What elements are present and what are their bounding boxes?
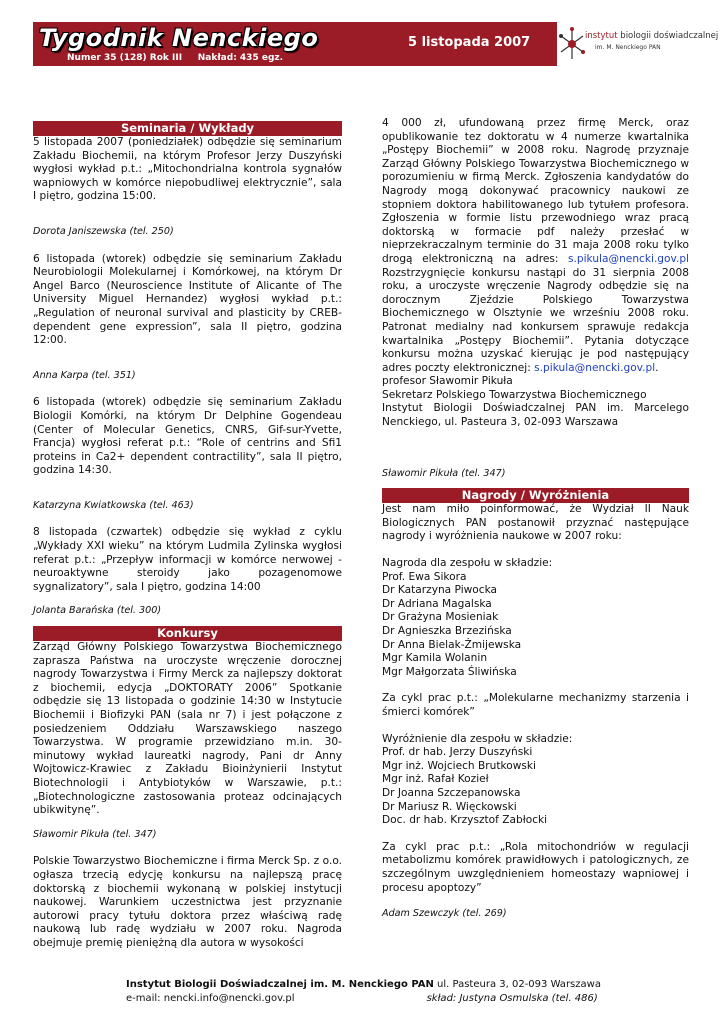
- seminar-entry: 5 listopada 2007 (poniedziałek) odbędzie się seminarium Zakładu Biochemii, na którym Profesor Jerzy Duszyński wygłosi wykład p.t.: „Mitochondrialna kontrola sygnałów wapniowych w komórce niepobudliwej elektrycznie”, sala I piętro, godzina 15:00.: [33, 136, 342, 203]
- list-item: Mgr inż. Rafał Kozieł: [382, 773, 489, 786]
- section-heading-seminaria: Seminaria / Wykłady: [33, 121, 342, 136]
- list-item: Mgr Kamila Wolanin: [382, 652, 488, 665]
- list-item: Dr Adriana Magalska: [382, 597, 492, 610]
- list-item: Dr Katarzyna Piwocka: [382, 584, 498, 597]
- footer-typesetting: skład: Justyna Osmulska (tel. 486): [426, 993, 598, 1004]
- competition-text: Rozstrzygnięcie konkursu nastąpi do 31 sierpnia 2008 roku, a uroczyste wręczenie Nagrody odbędzie się na dorocznym Zjeździe Polskiego Towarzystwa Biochemicznego w Olsztynie we wrześniu 2008 roku. Patronat medialny nad konkursem sprawuje redakcja kwartalnika „Postępy Biochemii”. Pytania dotyczące konkursu można uzyskać kierując je pod następujący adres poczty elektronicznej:: [382, 266, 689, 374]
- awards-signature: Adam Szewczyk (tel. 269): [382, 908, 507, 920]
- page-footer: [126, 978, 601, 1006]
- section-heading-konkursy: Konkursy: [33, 626, 342, 641]
- award-team-label: Wyróżnienie dla zespołu w składzie:: [382, 732, 573, 745]
- footer-institute: Instytut Biologii Doświadczalnej im. M. Nenckiego PAN: [126, 979, 434, 990]
- list-item: Prof. Ewa Sikora: [382, 570, 467, 583]
- signoff-line: Sekretarz Polskiego Towarzystwa Biochemicznego: [382, 388, 647, 401]
- footer-email[interactable]: e-mail: nencki.info@nencki.gov.pl: [126, 993, 295, 1004]
- right-column: [382, 117, 689, 921]
- award-work-title: Za cykl prac p.t.: „Molekularne mechanizmy starzenia i śmierci komórek”: [382, 692, 689, 718]
- institute-logo: [557, 22, 719, 66]
- seminar-signature: Katarzyna Kwiatkowska (tel. 463): [33, 499, 194, 511]
- list-item: Doc. dr hab. Krzysztof Zabłocki: [382, 814, 548, 827]
- left-column: [33, 121, 342, 951]
- footer-address: ul. Pasteura 3, 02-093 Warszawa: [433, 979, 601, 990]
- award-team-label: Nagroda dla zespołu w składzie:: [382, 557, 553, 570]
- signoff-line: Instytut Biologii Doświadczalnej PAN im. Marcelego Nenckiego, ul. Pasteura 3, 02-093 Warszawa: [382, 402, 689, 429]
- list-item: Dr Grażyna Mosieniak: [382, 611, 499, 624]
- seminar-signature: Jolanta Barańska (tel. 300): [33, 605, 162, 617]
- list-item: Mgr Małgorzata Śliwińska: [382, 665, 517, 678]
- logo-word-instytut: instytut: [585, 31, 618, 41]
- konkurs-competition-start: Polskie Towarzystwo Biochemiczne i firma Merck Sp. z o.o. ogłasza trzecią edycję konkursu na najlepszą pracę doktorską z biochemii wykonaną w polskiej instytucji naukowej. Warunkiem uczestnictwa jest przyznanie autorowi pracy tytułu doktora przez właściwą radę naukową lub radę wydziału w 2007 roku. Nagroda obejmuje premię pieniężną dla autora w wysokości: [33, 855, 342, 949]
- seminar-entry: 6 listopada (wtorek) odbędzie się seminarium Zakładu Biologii Komórki, na którym Dr Delphine Gogendeau (Center of Molecular Genetics, CNRS, Gif-sur-Yvette, Francja) wygłosi referat p.t.: “Role of centrins and Sfi1 proteins in Ca2+ dependent contractility”, sala II piętro, godzina 14:30.: [33, 396, 342, 477]
- list-item: Dr Mariusz R. Więckowski: [382, 800, 517, 813]
- logo-word-biologii: biologii doświadczalnej: [620, 31, 719, 41]
- footer-contact-line: [126, 992, 601, 1006]
- awards-intro: Jest nam miło poinformować, że Wydział II Nauk Biologicznych PAN postanowił przyznać następujące nagrody i wyróżnienia naukowe w 2007 roku:: [382, 503, 689, 543]
- award-team-list: [382, 571, 689, 680]
- seminar-signature: Anna Karpa (tel. 351): [33, 369, 136, 381]
- list-item: Dr Agnieszka Brzezińska: [382, 625, 512, 637]
- issue-date: 5 listopada 2007: [408, 35, 531, 50]
- seminar-entry: 8 listopada (czwartek) odbędzie się wykład z cyklu „Wykłady XXI wieku” na którym Ludmila Zylinska wygłosi referat p.t.: „Przepływ informacji w komórce nerwowej - neuroaktywne steroidy jako pozagenomowe sygnalizatory”, sala I piętro, godzina 14:00: [33, 526, 342, 593]
- konkurs-signature: Sławomir Pikuła (tel. 347): [33, 828, 157, 840]
- konkurs-announcement: Zarząd Główny Polskiego Towarzystwa Biochemicznego zaprasza Państwa na uroczyste wręczenie dorocznej nagrody Towarzystwa i Firmy Merck za najlepszy doktorat z biochemii, edycja „DOKTORATY 2006” Spotkanie odbędzie się 13 listopada o godzinie 14:30 w Instytucie Biochemii i Biofizyki PAN (sala nr 7) i jest połączone z posiedzeniem Oddziału Warszawskiego naszego Towarzystwa. W programie przewidziano m.in. 30-minutowy wykład laureatki nagrody, Pani dr Anny Wojtowicz-Krawiec z Zakładu Bioinżynierii Instytut Biotechnologii i Antybiotyków w Warszawie, p.t.: „Biotechnologiczne zastosowania proteaz odcinających ubikwitynę”.: [33, 641, 342, 817]
- award-team-list: [382, 746, 689, 828]
- competition-text: .: [655, 361, 659, 374]
- footer-address-line: [126, 978, 601, 992]
- list-item: Mgr inż. Wojciech Brutkowski: [382, 759, 537, 772]
- konkurs-competition-continued: [382, 117, 689, 375]
- contact-email-link[interactable]: s.pikula@nencki.gov.pl: [534, 361, 656, 374]
- contact-email-link[interactable]: s.pikula@nencki.gov.pl: [567, 252, 689, 265]
- logo-emblem-icon: [559, 26, 585, 62]
- award-work-title: Za cykl prac p.t.: „Rola mitochondriów w regulacji metabolizmu komórek prawidłowych i patologicznych, ze szczególnym uwzględnieniem homeostazy wapniowej i procesu apoptozy”: [382, 840, 689, 894]
- logo-subtext: im. M. Nenckiego PAN: [595, 44, 661, 51]
- section-heading-nagrody: Nagrody / Wyróżnienia: [382, 488, 689, 503]
- issue-info: Numer 35 (128) Rok III Nakład: 435 egz.: [67, 53, 284, 63]
- konkurs-signature: Sławomir Pikuła (tel. 347): [382, 467, 506, 479]
- logo-text: [585, 31, 718, 41]
- masthead-banner: [33, 22, 557, 66]
- list-item: Dr Joanna Szczepanowska: [382, 786, 521, 799]
- competition-text: 4 000 zł, ufundowaną przez firmę Merck, oraz opublikowanie tez doktoratu w 4 numerze kwartalnika „Postępy Biochemii” w 2008 roku. Nagrodę przyznaje Zarząd Główny Polskiego Towarzystwa Biochemicznego w porozumieniu w firmą Merck. Zgłoszenia kandydatów do Nagrody mogą dokonywać pracownicy naukowi ze stopniem doktora habilitowanego lub tytułem profesora. Zgłoszenia w formie listu przewodniego wraz pracą doktorską w formacie pdf należy przesłać w nieprzekraczalnym terminie do 31 maja 2008 roku tylko drogą elektroniczną na adres:: [382, 117, 689, 265]
- list-item: Dr Anna Bielak-Żmijewska: [382, 638, 522, 651]
- seminar-signature: Dorota Janiszewska (tel. 250): [33, 225, 174, 237]
- signoff-line: profesor Sławomir Pikuła: [382, 375, 513, 388]
- list-item: Prof. dr hab. Jerzy Duszyński: [382, 746, 533, 759]
- newsletter-title: Tygodnik Nenckiego: [39, 24, 319, 52]
- masthead: [33, 22, 719, 66]
- seminar-entry: 6 listopada (wtorek) odbędzie się seminarium Zakładu Neurobiologii Molekularnej i Komórkowej, na którym Dr Angel Barco (Neuroscience Institute of Alicante of The University Miguel Hernandez) wygłosi wykład p.t.: „Regulation of neuronal survival and plasticity by CREB-dependent gene expression”, sala II piętro, godzina 12:00.: [33, 252, 342, 347]
